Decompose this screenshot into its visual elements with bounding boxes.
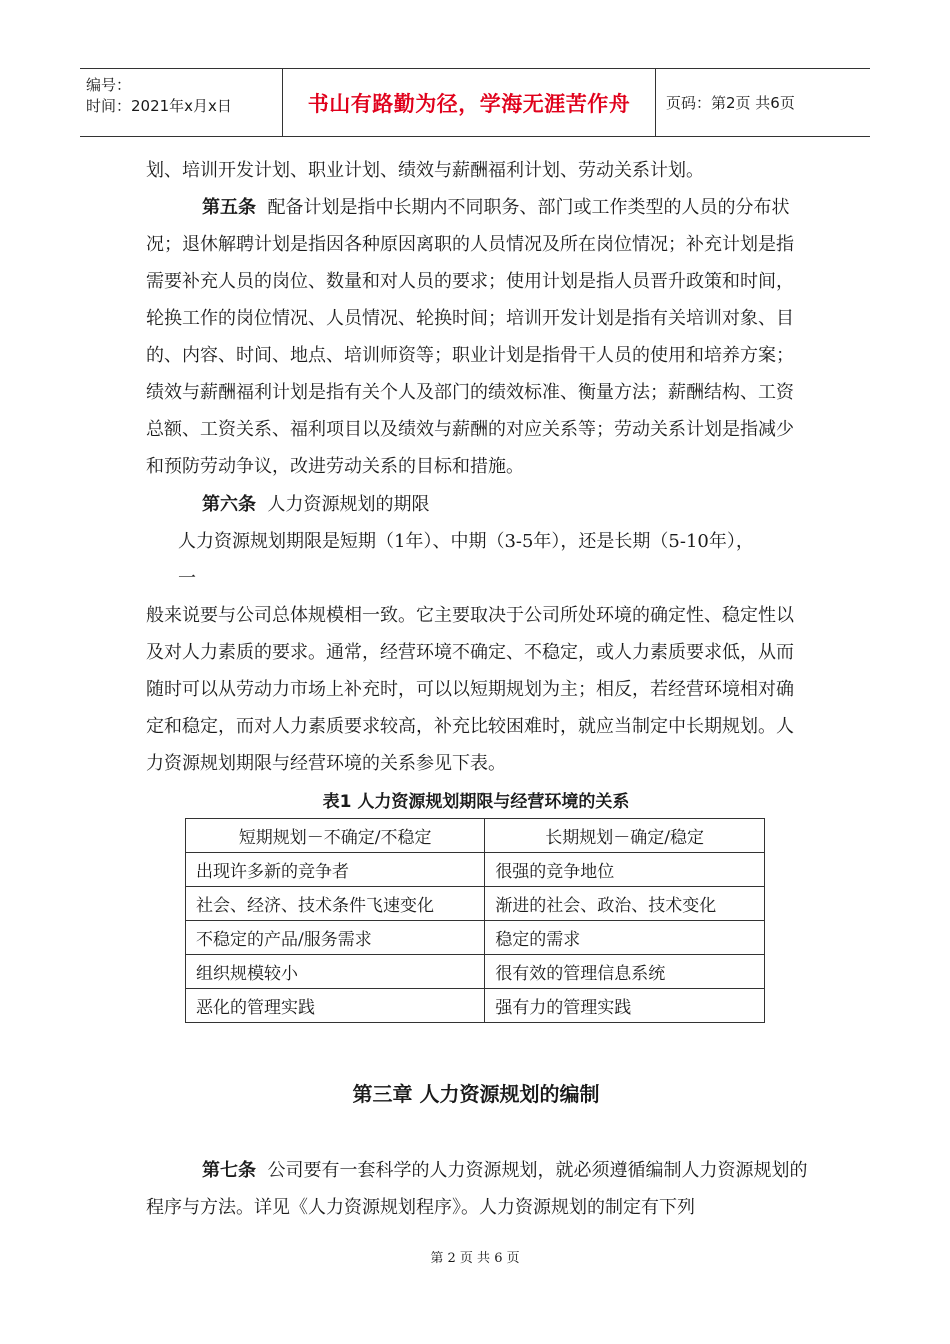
column-header: 长期规划－确定/稳定 xyxy=(485,819,765,853)
table-row xyxy=(186,921,765,955)
table-cell: 很强的竞争地位 xyxy=(485,853,765,887)
table-cell: 不稳定的产品/服务需求 xyxy=(186,921,485,955)
table-cell: 渐进的社会、政治、技术变化 xyxy=(485,887,765,921)
chapter-title: 第三章 人力资源规划的编制 xyxy=(352,1082,600,1106)
article-7-text: 公司要有一套科学的人力资源规划，就必须遵循编制人力资源规划的程序与方法。详见《人力资源规划程序》。人力资源规划的制定有下列 xyxy=(146,1160,808,1218)
table-cell: 稳定的需求 xyxy=(485,921,765,955)
header-motto: 书山有路勤为径，学海无涯苦作舟 xyxy=(283,69,656,136)
comparison-table xyxy=(185,818,765,1023)
table-row xyxy=(186,853,765,887)
date-label: 时间：2021年x月x日 xyxy=(86,97,232,115)
article-5 xyxy=(146,189,808,485)
number-label: 编号： xyxy=(86,76,132,94)
article-6-title-line xyxy=(146,486,808,523)
article-6-dash: 一 xyxy=(178,568,196,589)
table-header-row xyxy=(186,819,765,853)
table-cell: 很有效的管理信息系统 xyxy=(485,955,765,989)
table-title: 表1 人力资源规划期限与经营环境的关系 xyxy=(322,792,630,812)
page-footer: 第 2 页 共 6 页 xyxy=(430,1251,520,1266)
article-5-text: 配备计划是指中长期内不同职务、部门或工作类型的人员的分布状况；退休解聘计划是指因各种原因离职的人员情况及所在岗位情况；补充计划是指需要补充人员的岗位、数量和对人员的要求；使用计划是指人员晋升政策和时间，轮换工作的岗位情况、人员情况、轮换时间；培训开发计划是指有关培训对象、目的、内容、时间、地点、培训师资等；职业计划是指骨干人员的使用和培养方案；绩效与薪酬福利计划是指有关个人及部门的绩效标准、衡量方法；薪酬结构、工资总额、工资关系、福利项目以及绩效与薪酬的对应关系等；劳动关系计划是指减少和预防劳动争议，改进劳动关系的目标和措施。 xyxy=(146,197,794,477)
page-header xyxy=(80,68,870,137)
table-cell: 社会、经济、技术条件飞速变化 xyxy=(186,887,485,921)
article-7 xyxy=(146,1152,808,1226)
article-6-line-1: 人力资源规划期限是短期（1年）、中期（3-5年），还是长期（5-10年）， xyxy=(178,531,754,552)
table-row xyxy=(186,989,765,1023)
table-row xyxy=(186,887,765,921)
table-row xyxy=(186,955,765,989)
table-cell: 恶化的管理实践 xyxy=(186,989,485,1023)
article-7-heading: 第七条 xyxy=(202,1160,256,1181)
article-6-text: 般来说要与公司总体规模相一致。它主要取决于公司所处环境的确定性、稳定性以及对人力素质的要求。通常，经营环境不确定、不稳定，或人力素质要求低，从而随时可以从劳动力市场上补充时，可以以短期规划为主；相反，若经营环境相对确定和稳定，而对人力素质要求较高，补充比较困难时，就应当制定中长期规划。人力资源规划期限与经营环境的关系参见下表。 xyxy=(146,605,794,774)
column-header: 短期规划－不确定/不稳定 xyxy=(186,819,485,853)
header-page-label: 页码：第2页 共6页 xyxy=(666,94,795,112)
paragraph-continuation: 划、培训开发计划、职业计划、绩效与薪酬福利计划、劳动关系计划。 xyxy=(146,160,704,181)
table-cell: 强有力的管理实践 xyxy=(485,989,765,1023)
table-cell: 出现许多新的竞争者 xyxy=(186,853,485,887)
header-meta xyxy=(80,69,283,136)
table-cell: 组织规模较小 xyxy=(186,955,485,989)
article-6-heading: 第六条 xyxy=(202,494,256,515)
article-5-heading: 第五条 xyxy=(202,197,256,218)
article-6-title: 人力资源规划的期限 xyxy=(267,494,430,515)
